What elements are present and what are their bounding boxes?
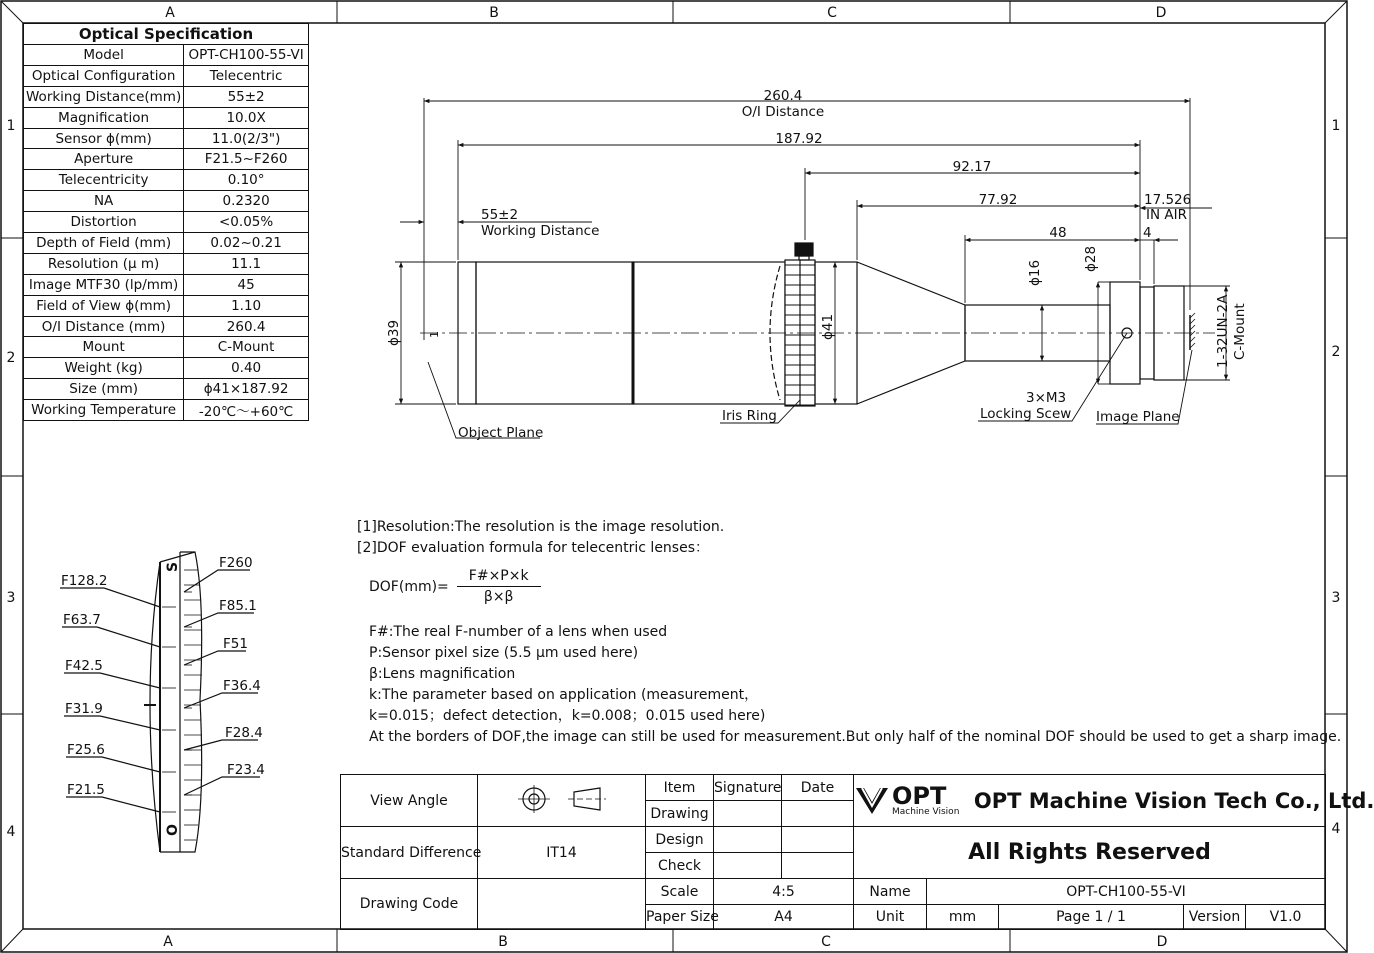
tb-unit-label: Unit — [854, 905, 927, 930]
table-row — [24, 128, 309, 149]
tb-name-label: Name — [854, 879, 927, 905]
table-row — [24, 149, 309, 170]
logo-sub-text: Machine Vision — [892, 807, 960, 817]
iris-lock-screw — [795, 243, 813, 256]
iris-right-label: F23.4 — [227, 762, 265, 778]
table-row — [24, 274, 309, 295]
table-row — [24, 107, 309, 128]
iris-mark: 1 — [428, 331, 441, 338]
zone-col-top-d: D — [1155, 5, 1167, 21]
iris-right-label: F85.1 — [219, 598, 257, 614]
drawing-labels — [386, 88, 1248, 441]
drawing-code-value — [478, 879, 646, 930]
formula-lhs: DOF(mm)= — [369, 578, 449, 595]
optical-spec-table — [23, 23, 309, 421]
tb-date-header: Date — [782, 775, 854, 801]
table-row — [24, 212, 309, 233]
zone-col-top-b: B — [489, 5, 499, 21]
table-row — [24, 316, 309, 337]
tb-drawing-label: Drawing — [646, 801, 714, 827]
object-plane-label: Object Plane — [458, 425, 544, 441]
zone-row-left-4: 4 — [6, 824, 16, 840]
title-block — [340, 774, 1374, 930]
spec-key: Image MTF30 (lp/mm) — [24, 274, 184, 295]
spec-value: Telecentric — [184, 65, 309, 86]
screw-count: 3×M3 — [1026, 390, 1067, 406]
zone-row-right-2: 2 — [1331, 344, 1341, 360]
spec-key: NA — [24, 191, 184, 212]
tb-drawing-date — [782, 801, 854, 827]
dim-wd-label: Working Distance — [481, 223, 600, 239]
dia-16: ϕ16 — [1027, 259, 1043, 286]
spec-key: Depth of Field (mm) — [24, 233, 184, 254]
spec-key: Distortion — [24, 212, 184, 233]
iris-left-label: F21.5 — [67, 782, 105, 798]
zone-col-bottom-a: A — [163, 934, 173, 950]
note-pixel: P:Sensor pixel size (5.5 μm used here) — [369, 645, 639, 661]
iris-left-label: F128.2 — [61, 573, 108, 589]
note-k-values: k=0.015；defect detection，k=0.008；0.015 used here) — [369, 708, 766, 724]
dia-41: ϕ41 — [820, 313, 836, 340]
dim-92-value: 92.17 — [952, 159, 992, 175]
tb-paper-value: A4 — [714, 905, 854, 930]
dia-28: ϕ28 — [1083, 245, 1099, 272]
iris-letter-top: S — [165, 561, 181, 572]
tb-item-header: Item — [646, 775, 714, 801]
tb-check-signature — [714, 853, 782, 879]
note-magnification: β:Lens magnification — [369, 666, 516, 682]
zone-row-right-3: 3 — [1331, 590, 1341, 606]
projection-symbol-icon — [512, 784, 612, 814]
tb-version-value: V1.0 — [1246, 905, 1326, 930]
zone-row-right-1: 1 — [1331, 118, 1341, 134]
note-dof-title: [2]DOF evaluation formula for telecentric lenses： — [357, 540, 710, 556]
spec-value: -20℃～+60℃ — [184, 400, 309, 421]
tb-paper-label: Paper Size — [646, 905, 714, 930]
iris-scale-labels — [61, 555, 265, 836]
iris-left-label: F42.5 — [65, 658, 103, 674]
spec-key: Aperture — [24, 149, 184, 170]
spec-key: Magnification — [24, 107, 184, 128]
tb-scale-label: Scale — [646, 879, 714, 905]
zone-col-bottom-d: D — [1156, 934, 1168, 950]
iris-right-label: F260 — [219, 555, 253, 571]
table-row — [24, 86, 309, 107]
spec-key: Resolution (μ m) — [24, 253, 184, 274]
spec-value: 11.0(2/3") — [184, 128, 309, 149]
tb-design-signature — [714, 827, 782, 853]
iris-left-label: F25.6 — [67, 742, 105, 758]
spec-key: Field of View ϕ(mm) — [24, 295, 184, 316]
zone-col-top-c: C — [827, 5, 837, 21]
tb-check-label: Check — [646, 853, 714, 879]
note-fnumber: F#:The real F-number of a lens when used — [369, 624, 668, 640]
rights-reserved: All Rights Reserved — [854, 827, 1326, 879]
dof-formula — [369, 568, 541, 605]
std-diff-value: IT14 — [478, 827, 646, 879]
company-cell — [854, 775, 1374, 827]
dim-4-value: 4 — [1143, 225, 1152, 241]
table-row — [24, 295, 309, 316]
tb-signature-header: Signature — [714, 775, 782, 801]
dim-oi-value: 260.4 — [763, 88, 803, 104]
iris-right-label: F28.4 — [225, 725, 263, 741]
tb-design-date — [782, 827, 854, 853]
spec-value: 0.40 — [184, 358, 309, 379]
spec-key: Size (mm) — [24, 379, 184, 400]
iris-right-label: F51 — [223, 636, 248, 652]
tb-drawing-signature — [714, 801, 782, 827]
spec-key: Weight (kg) — [24, 358, 184, 379]
table-row — [24, 170, 309, 191]
table-row — [24, 45, 309, 66]
formula-denominator: β×β — [483, 589, 514, 605]
iris-right-label: F36.4 — [223, 678, 261, 694]
tb-scale-value: 4:5 — [714, 879, 854, 905]
note-k-param: k:The parameter based on application (measurement， — [369, 687, 759, 703]
view-angle-label: View Angle — [341, 775, 478, 827]
spec-value: 11.1 — [184, 253, 309, 274]
table-row — [24, 253, 309, 274]
dim-77-value: 77.92 — [978, 192, 1018, 208]
opt-logo — [854, 784, 959, 818]
formula-numerator: F#×P×k — [457, 568, 541, 587]
zone-col-bottom-c: C — [821, 934, 831, 950]
spec-value: 55±2 — [184, 86, 309, 107]
zone-col-top-a: A — [165, 5, 175, 21]
thread-spec: 1-32UN-2A — [1215, 294, 1231, 368]
spec-key: Working Distance(mm) — [24, 86, 184, 107]
dim-17-value: 17.526 — [1144, 192, 1192, 208]
logo-main-text: OPT — [892, 782, 947, 810]
tb-unit-value: mm — [927, 905, 999, 930]
dim-in-air: IN AIR — [1146, 207, 1187, 223]
spec-key: Model — [24, 45, 184, 66]
image-plane-label: Image Plane — [1096, 409, 1180, 425]
spec-key: Telecentricity — [24, 170, 184, 191]
spec-value: 1.10 — [184, 295, 309, 316]
iris-ring-label: Iris Ring — [722, 408, 777, 424]
spec-key: Optical Configuration — [24, 65, 184, 86]
spec-key: Working Temperature — [24, 400, 184, 421]
spec-value: 10.0X — [184, 107, 309, 128]
spec-value: <0.05% — [184, 212, 309, 233]
iris-letter-bottom: O — [165, 824, 181, 836]
spec-value: 45 — [184, 274, 309, 295]
formula-fraction — [457, 568, 541, 605]
tb-name-value: OPT-CH100-55-VI — [927, 879, 1326, 905]
opt-logo-icon — [854, 784, 890, 818]
iris-left-label: F63.7 — [63, 612, 101, 628]
spec-value: F21.5~F260 — [184, 149, 309, 170]
zone-row-left-2: 2 — [6, 350, 16, 366]
zone-row-left-3: 3 — [6, 590, 16, 606]
zone-row-left-1: 1 — [6, 118, 16, 134]
note-dof-borders: At the borders of DOF,the image can still be used for measurement.But only half of the nominal DOF should be used to get a sharp image. — [369, 729, 1342, 745]
company-name: OPT Machine Vision Tech Co., Ltd. — [973, 788, 1374, 813]
table-row — [24, 379, 309, 400]
spec-value: 0.02~0.21 — [184, 233, 309, 254]
table-row — [24, 337, 309, 358]
std-diff-label: Standard Difference — [341, 827, 478, 879]
table-row — [24, 233, 309, 254]
tb-page: Page 1 / 1 — [999, 905, 1184, 930]
note-resolution: [1]Resolution:The resolution is the image resolution. — [357, 519, 725, 535]
mount-label: C-Mount — [1232, 303, 1248, 360]
spec-value: 0.10° — [184, 170, 309, 191]
notes-block — [357, 517, 1341, 748]
spec-value: 260.4 — [184, 316, 309, 337]
view-angle-symbol — [478, 775, 646, 827]
iris-left-label: F31.9 — [65, 701, 103, 717]
drawing-code-label: Drawing Code — [341, 879, 478, 930]
dia-39: ϕ39 — [386, 319, 402, 346]
dim-48-value: 48 — [1049, 225, 1067, 241]
dim-wd-value: 55±2 — [481, 207, 519, 223]
tb-design-label: Design — [646, 827, 714, 853]
zone-col-bottom-b: B — [498, 934, 508, 950]
spec-key: O/I Distance (mm) — [24, 316, 184, 337]
dim-oi-label: O/I Distance — [741, 104, 825, 120]
screw-label: Locking Scew — [980, 406, 1072, 422]
spec-body — [24, 45, 309, 421]
spec-value: ϕ41×187.92 — [184, 379, 309, 400]
spec-title: Optical Specification — [23, 23, 309, 44]
spec-value: OPT-CH100-55-VI — [184, 45, 309, 66]
spec-value: C-Mount — [184, 337, 309, 358]
spec-value: 0.2320 — [184, 191, 309, 212]
table-row — [24, 400, 309, 421]
tb-check-date — [782, 853, 854, 879]
table-row — [24, 358, 309, 379]
table-row — [24, 191, 309, 212]
tb-version-label: Version — [1184, 905, 1246, 930]
dim-length-value: 187.92 — [775, 131, 823, 147]
zone-row-right-4: 4 — [1331, 821, 1341, 837]
spec-key: Sensor ϕ(mm) — [24, 128, 184, 149]
table-row — [24, 65, 309, 86]
spec-key: Mount — [24, 337, 184, 358]
